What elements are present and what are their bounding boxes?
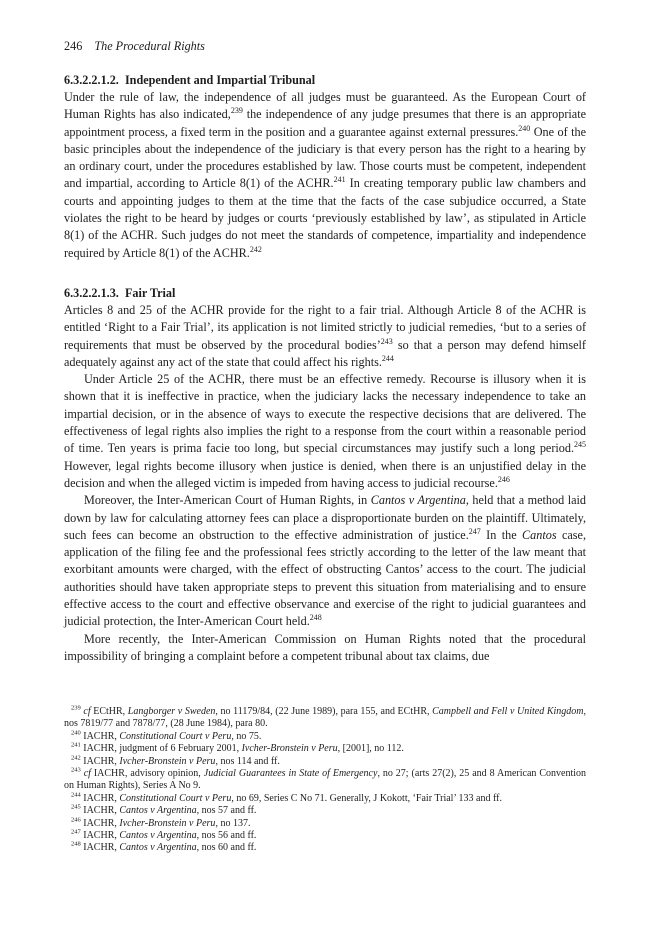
footnote: $^{242}$ IACHR, Ivcher-Bronstein v Peru, nos 114 and ff. — [71, 754, 280, 767]
section-heading: 6.3.2.2.1.2. Independent and Impartial Tribunal — [64, 73, 316, 87]
italic-text: Langborger v Sweden — [127, 706, 216, 717]
section-independent-tribunal — [64, 72, 586, 262]
footnotes — [64, 706, 586, 855]
footnote-ref: 241 — [71, 741, 81, 749]
footnote-ref: 245 — [71, 803, 81, 811]
section-heading: 6.3.2.2.1.3. Fair Trial — [64, 286, 176, 300]
footnote: $^{248}$ IACHR, Cantos v Argentina, nos 60 and ff. — [71, 841, 257, 854]
footnote-ref: 246 — [497, 474, 510, 484]
italic-text: Campbell and Fell v United Kingdom — [432, 706, 584, 717]
paragraph: Under the rule of law, the independence of all judges must be guaranteed. As the European Court of Human Rights has also indicated,$^{239}$ the independence of any judge presumes that there is an appropriate appointment process, a fixed term in the position and a guarantee against external pressures.$^{240}$ One of the basic principles about the independence of the judiciary is that every person has the right to a hearing by an ordinary court, under the procedures established by law. Those courts must be competent, independent and impartial, according to Article 8(1) of the ACHR.$^{241}$ In creating temporary public law chambers and courts and appointing judges to them at the time that the facts of the case subjudice occurred, a State violates the right to be heard by judges or courts ‘previously established by law’, as stipulated in Article 8(1) of the ACHR. Such judges do not meet the standards of competence, impartiality and independence required by Article 8(1) of the ACHR.$^{242}$ — [64, 90, 586, 260]
footnote-ref: 239 — [71, 704, 81, 712]
italic-text: cf — [83, 706, 91, 717]
footnote-ref: 248 — [309, 613, 322, 623]
footnote-ref: 245 — [574, 440, 586, 450]
footnote-ref: 241 — [333, 175, 346, 185]
footnote-ref: 247 — [468, 526, 481, 536]
paragraph: Under Article 25 of the ACHR, there must be an effective remedy. Recourse is illusory when it is shown that it is ineffective in practice, when the judiciary lacks the necessary independence to take an impartial decision, or in the absence of ways to execute the respective decisions that are delivered. The effectiveness of legal rights also implies the right to a response from the court within a reasonable period of time. Ten years is prima facie too long, but special circumstances may justify such a long period.$^{245}$ However, legal rights become illusory when justice is denied, when there is an unjustified delay in the decision and when the alleged victim is impeded from having access to judicial recourse.$^{246}$ — [64, 372, 586, 490]
italic-text: cf — [83, 768, 91, 780]
paragraph: More recently, the Inter-American Commission on Human Rights noted that the procedural impossibility of bringing a complaint before a competent tribunal about tax claims, due — [64, 631, 586, 663]
paragraph: Moreover, the Inter-American Court of Human Rights, in Cantos v Argentina, held that a method laid down by law for calculating attorney fees can place a disproportionate burden on the plaintiff. Ultimately, such fees can become an obstruction to the effective administration of justice.$^{247}$ In the Cantos case, application of the filing fee and the professional fees strictly according to the letter of the law meant that exorbitant amounts were charged, with the effect of obstructing Cantos’ access to the court. The judicial authorities should have taken appropriate steps to prevent this situation from materialising and to ensure effective access to the court and effective observance and exercise of the right to judicial guarantees and judicial protection, the Inter-American Court held.$^{248}$ — [64, 493, 587, 629]
italic-text: Cantos v Argentina — [119, 842, 197, 854]
italic-text: Cantos v Argentina — [119, 805, 197, 817]
footnote: $^{244}$ IACHR, Constitutional Court v Peru, no 69, Series C No 71. Generally, J Kokott, ‘Fair Trial’ 133 and ff. — [71, 791, 502, 804]
italic-text: Ivcher-Bronstein v Peru — [241, 743, 338, 755]
footnote-ref: 243 — [380, 336, 393, 346]
footnote: $^{243}$ cf IACHR, advisory opinion, Judicial Guarantees in State of Emergency, no 27; (arts 27(2), 25 and 8 American Convention on Human Rights), Series A No 9. — [64, 766, 587, 792]
footnote: $^{246}$ IACHR, Ivcher-Bronstein v Peru, no 137. — [71, 816, 251, 829]
paragraph: Articles 8 and 25 of the ACHR provide for the right to a fair trial. Although Article 8 of the ACHR is entitled ‘Right to a Fair Trial’, its application is not limited strictly to judicial remedies, ‘but to a series of requirements that must be observed by the procedural bodies’$^{243}$ so that a person may defend himself adequately against any act of the state that could affect his rights.$^{244}$ — [64, 303, 586, 369]
footnote-ref: 244 — [381, 353, 394, 363]
footnote: $^{245}$ IACHR, Cantos v Argentina, nos 57 and ff. — [71, 803, 257, 817]
footnote-ref: 240 — [518, 123, 531, 133]
italic-text: Constitutional Court v Peru — [119, 730, 232, 742]
running-title: The Procedural Rights — [94, 39, 205, 53]
footnote-ref: 243 — [71, 766, 81, 774]
italic-text: Constitutional Court v Peru — [119, 792, 232, 804]
footnote-ref: 248 — [71, 841, 81, 849]
footnote-ref: 244 — [71, 791, 81, 799]
running-header — [64, 39, 205, 54]
italic-text: Ivcher-Bronstein v Peru — [119, 755, 216, 767]
footnote: $^{240}$ IACHR, Constitutional Court v Peru, no 75. — [71, 729, 262, 742]
footnote-ref: 247 — [71, 828, 81, 836]
italic-text: Ivcher-Bronstein v Peru — [119, 817, 216, 829]
italic-text: Cantos v Argentina — [370, 493, 466, 508]
italic-text: Judicial Guarantees in State of Emergency — [203, 768, 378, 780]
footnote-ref: 242 — [71, 754, 81, 762]
footnote-ref: 239 — [230, 106, 243, 116]
footnote: $^{241}$ IACHR, judgment of 6 February 2001, Ivcher-Bronstein v Peru, [2001], no 112. — [71, 741, 404, 755]
footnote-ref: 242 — [249, 244, 262, 254]
footnote-ref: 240 — [71, 729, 81, 737]
footnote: $^{239}$ cf ECtHR, Langborger v Sweden, no 11179/84, (22 June 1989), para 155, and ECtHR, Campbell and Fell v United Kingdom, nos 7819/77 and 7878/77, (28 June 1984), para 80. — [64, 704, 586, 730]
page-number: 246 — [64, 39, 83, 53]
italic-text: Cantos v Argentina — [119, 830, 197, 842]
section-fair-trial — [64, 285, 586, 665]
italic-text: Cantos — [522, 527, 557, 542]
footnote-ref: 246 — [71, 816, 81, 824]
footnote: $^{247}$ IACHR, Cantos v Argentina, nos 56 and ff. — [71, 828, 257, 842]
